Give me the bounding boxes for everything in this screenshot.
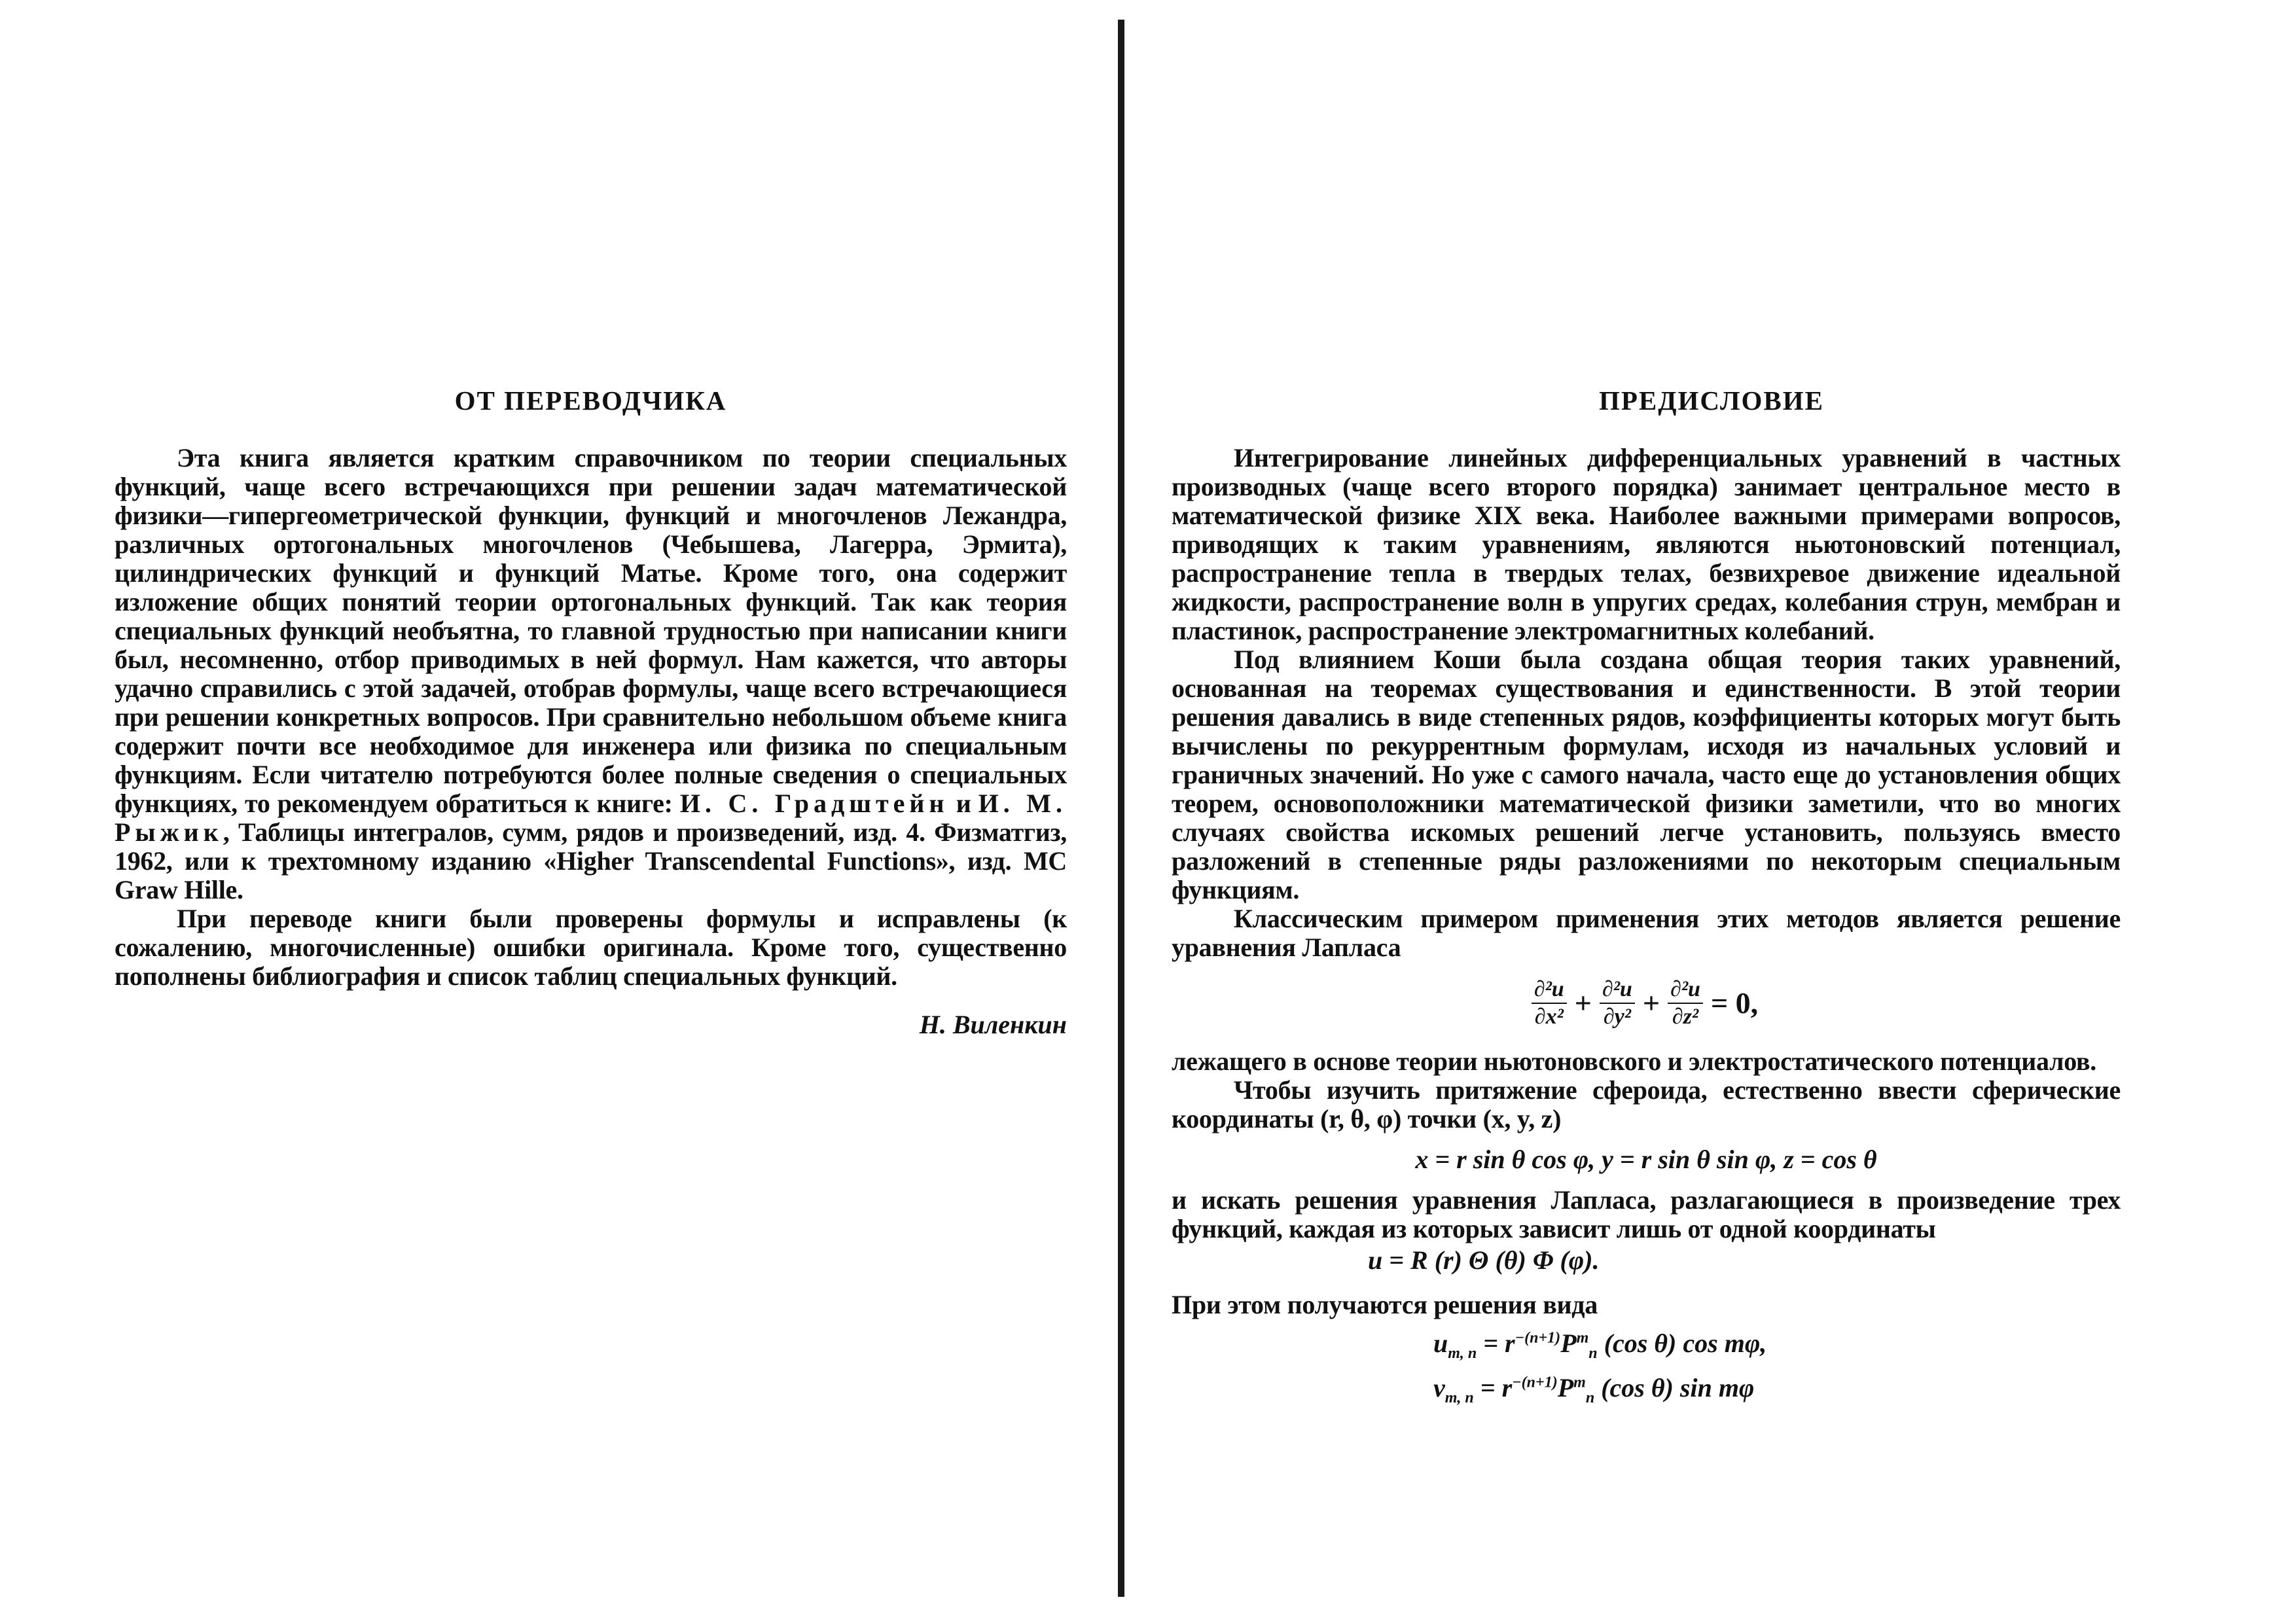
page-title: ОТ ПЕРЕВОДЧИКА	[454, 385, 727, 416]
paragraph: При переводе книги были проверены формулы и исправлены (к сожалению, многочисленные) ошибки оригинала. Кроме того, существенно пополнены библиография и список таблиц специальных функций.	[115, 904, 1067, 991]
fraction: $\frac{\text{∂²u}}{\text{∂z²}}$	[1668, 976, 1703, 1030]
laplace-equation: $\frac{\text{∂²u}}{\text{∂x²}}$ + $\frac{\text{∂²u}}{\text{∂y²}}$ + $\frac{\text{∂²u}}{\text{∂z²}}$ = 0,	[1172, 967, 2121, 1039]
paragraph: Чтобы изучить притяжение сфероида, естественно ввести сферические координаты (r, θ, φ) точки (x, y, z)	[1172, 1075, 2121, 1133]
paragraph: При этом получаются решения вида	[1172, 1290, 1598, 1319]
author-name: И. С. Градштейн	[679, 789, 949, 818]
solution-formula-u: $u_{m, n} = r^{-(n+1)}P^m_n$ (cos θ) cos mφ,	[1433, 1329, 1767, 1362]
fraction: $\frac{\text{∂²u}}{\text{∂x²}}$	[1532, 976, 1567, 1030]
paragraph: Эта книга является кратким справочником по теории специальных функций, чаще всего встречающихся при решении задач математической физики—гипергеометрической функции, функций и многочленов Лежандра, различных ортогональных многочленов (Чебышева, Лагерра, Эрмита), цилиндрических функций и функций Матье. Кроме того, она содержит изложение общих понятий теории ортогональных функций. Так как теория специальных функций необъятна, то главной трудностью при написании книги был, несомненно, отбор приводимых в ней формул. Нам кажется, что авторы удачно справились с этой задачей, отобрав формулы, чаще всего встречающиеся при решении конкретных вопросов. При сравнительно небольшом объеме книга содержит почти все необходимое для инженера или физика по специальным функциям. Если читателю потребуются более полные сведения о специальных функциях, то рекомендуем обратиться к книге: И. С. Градштейн и И. М. Рыжик, Таблицы интегралов, сумм, рядов и произведений, изд. 4. Физматгиз, 1962, или к трехтомному изданию «Higher Transcendental Functions», изд. MC Graw Hille.	[115, 443, 1067, 904]
left-page	[115, 386, 1067, 1039]
coordinate-formula: x = r sin θ cos φ, y = r sin θ sin φ, z = cos θ	[1415, 1145, 1877, 1174]
paragraph: и искать решения уравнения Лапласа, разлагающиеся в произведение трех функций, каждая из которых зависит лишь от одной координаты	[1172, 1185, 2121, 1243]
fraction: $\frac{\text{∂²u}}{\text{∂y²}}$	[1600, 976, 1635, 1030]
signature: Н. Виленкин	[919, 1010, 1067, 1039]
paragraph: Интегрирование линейных дифференциальных уравнений в частных производных (чаще всего второго порядка) занимает центральное место в математической физике XIX века. Наиболее важными примерами вопросов, приводящих к таким уравнениям, являются ньютоновский потенциал, распространение тепла в твердых телах, безвихревое движение идеальной жидкости, распространение волн в упругих средах, колебания струн, мембран и пластинок, распространение электромагнитных колебаний.	[1172, 443, 2121, 645]
page-title: ПРЕДИСЛОВИЕ	[1599, 385, 1824, 416]
author-name: И. М. Рыжик	[115, 789, 1067, 847]
paragraph: лежащего в основе теории ньютоновского и электростатического потенциалов.	[1172, 1046, 2096, 1076]
paragraph: Под влиянием Коши была создана общая теория таких уравнений, основанная на теоремах существования и единственности. В этой теории решения давались в виде степенных рядов, коэффициенты которых могут быть вычислены по рекуррентным формулам, исходя из начальных условий и граничных значений. Но уже с самого начала, часто еще до установления общих теорем, основоположники математической физики заметили, что во многих случаях свойства искомых решений легче установить, пользуясь вместо разложений в степенные ряды разложениями по некоторым специальным функциям.	[1172, 645, 2121, 904]
solution-formula-v: $v_{m, n} = r^{-(n+1)}P^m_n$ (cos θ) sin mφ	[1433, 1373, 1755, 1406]
right-page	[1172, 386, 2121, 1408]
product-formula: u = R (r) Θ (θ) Φ (φ).	[1368, 1245, 1600, 1275]
paragraph: Классическим примером применения этих методов является решение уравнения Лапласа	[1172, 904, 2121, 962]
book-spine	[1118, 20, 1124, 1597]
